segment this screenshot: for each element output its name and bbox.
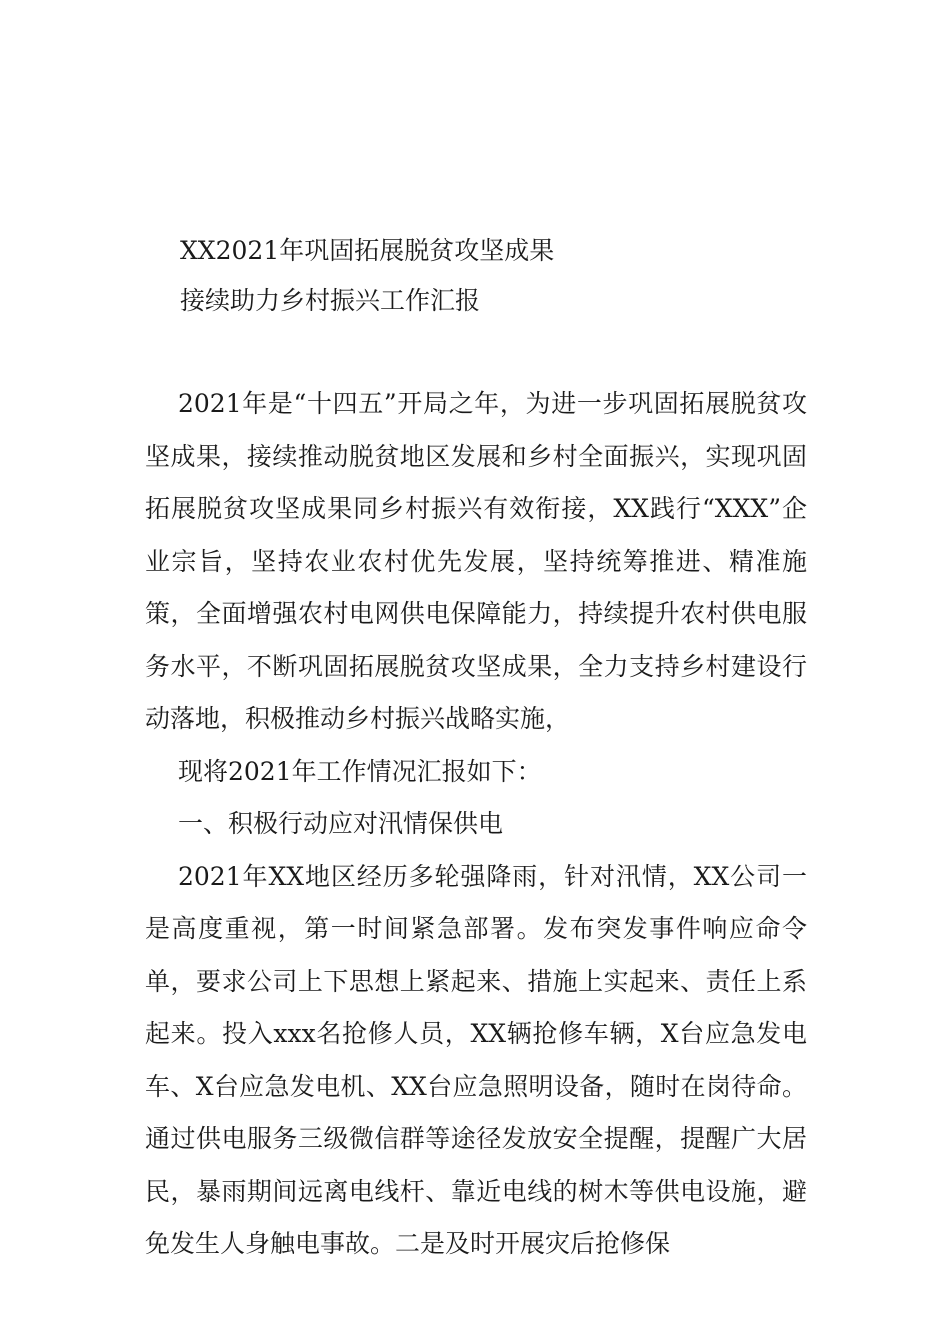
document-title-line-1: XX2021年巩固拓展脱贫攻坚成果 [180, 236, 555, 265]
body-paragraph-intro: 2021年是“十四五”开局之年，为进一步巩固拓展脱贫攻坚成果，接续推动脱贫地区发展和乡村全面振兴，实现巩固拓展脱贫攻坚成果同乡村振兴有效衔接，XX践行“XXX”企业宗旨，坚持农业农村优先发展，坚持统筹推进、精准施策，全面增强农村电网供电保障能力，持续提升农村供电服务水平，不断巩固拓展脱贫攻坚成果，全力支持乡村建设行动落地，积极推动乡村振兴战略实施， [145, 389, 807, 733]
section-heading-1: 一、积极行动应对汛情保供电 [178, 809, 504, 838]
document-title-line-2: 接续助力乡村振兴工作汇报 [180, 286, 481, 315]
document-body [145, 378, 807, 1271]
body-paragraph-report-lead: 现将2021年工作情况汇报如下： [178, 756, 542, 786]
body-paragraph-flood-response: 2021年XX地区经历多轮强降雨，针对汛情，XX公司一是高度重视，第一时间紧急部署。发布突发事件响应命令单，要求公司上下思想上紧起来、措施上实起来、责任上系起来。投入xxx名抢修人员，XX辆抢修车辆，X台应急发电车、X台应急发电机、XX台应急照明设备，随时在岗待命。通过供电服务三级微信群等途径发放安全提醒，提醒广大居民，暴雨期间远离电线杆、靠近电线的树木等供电设施，避免发生人身触电事故。二是及时开展灾后抢修保 [145, 861, 807, 1258]
